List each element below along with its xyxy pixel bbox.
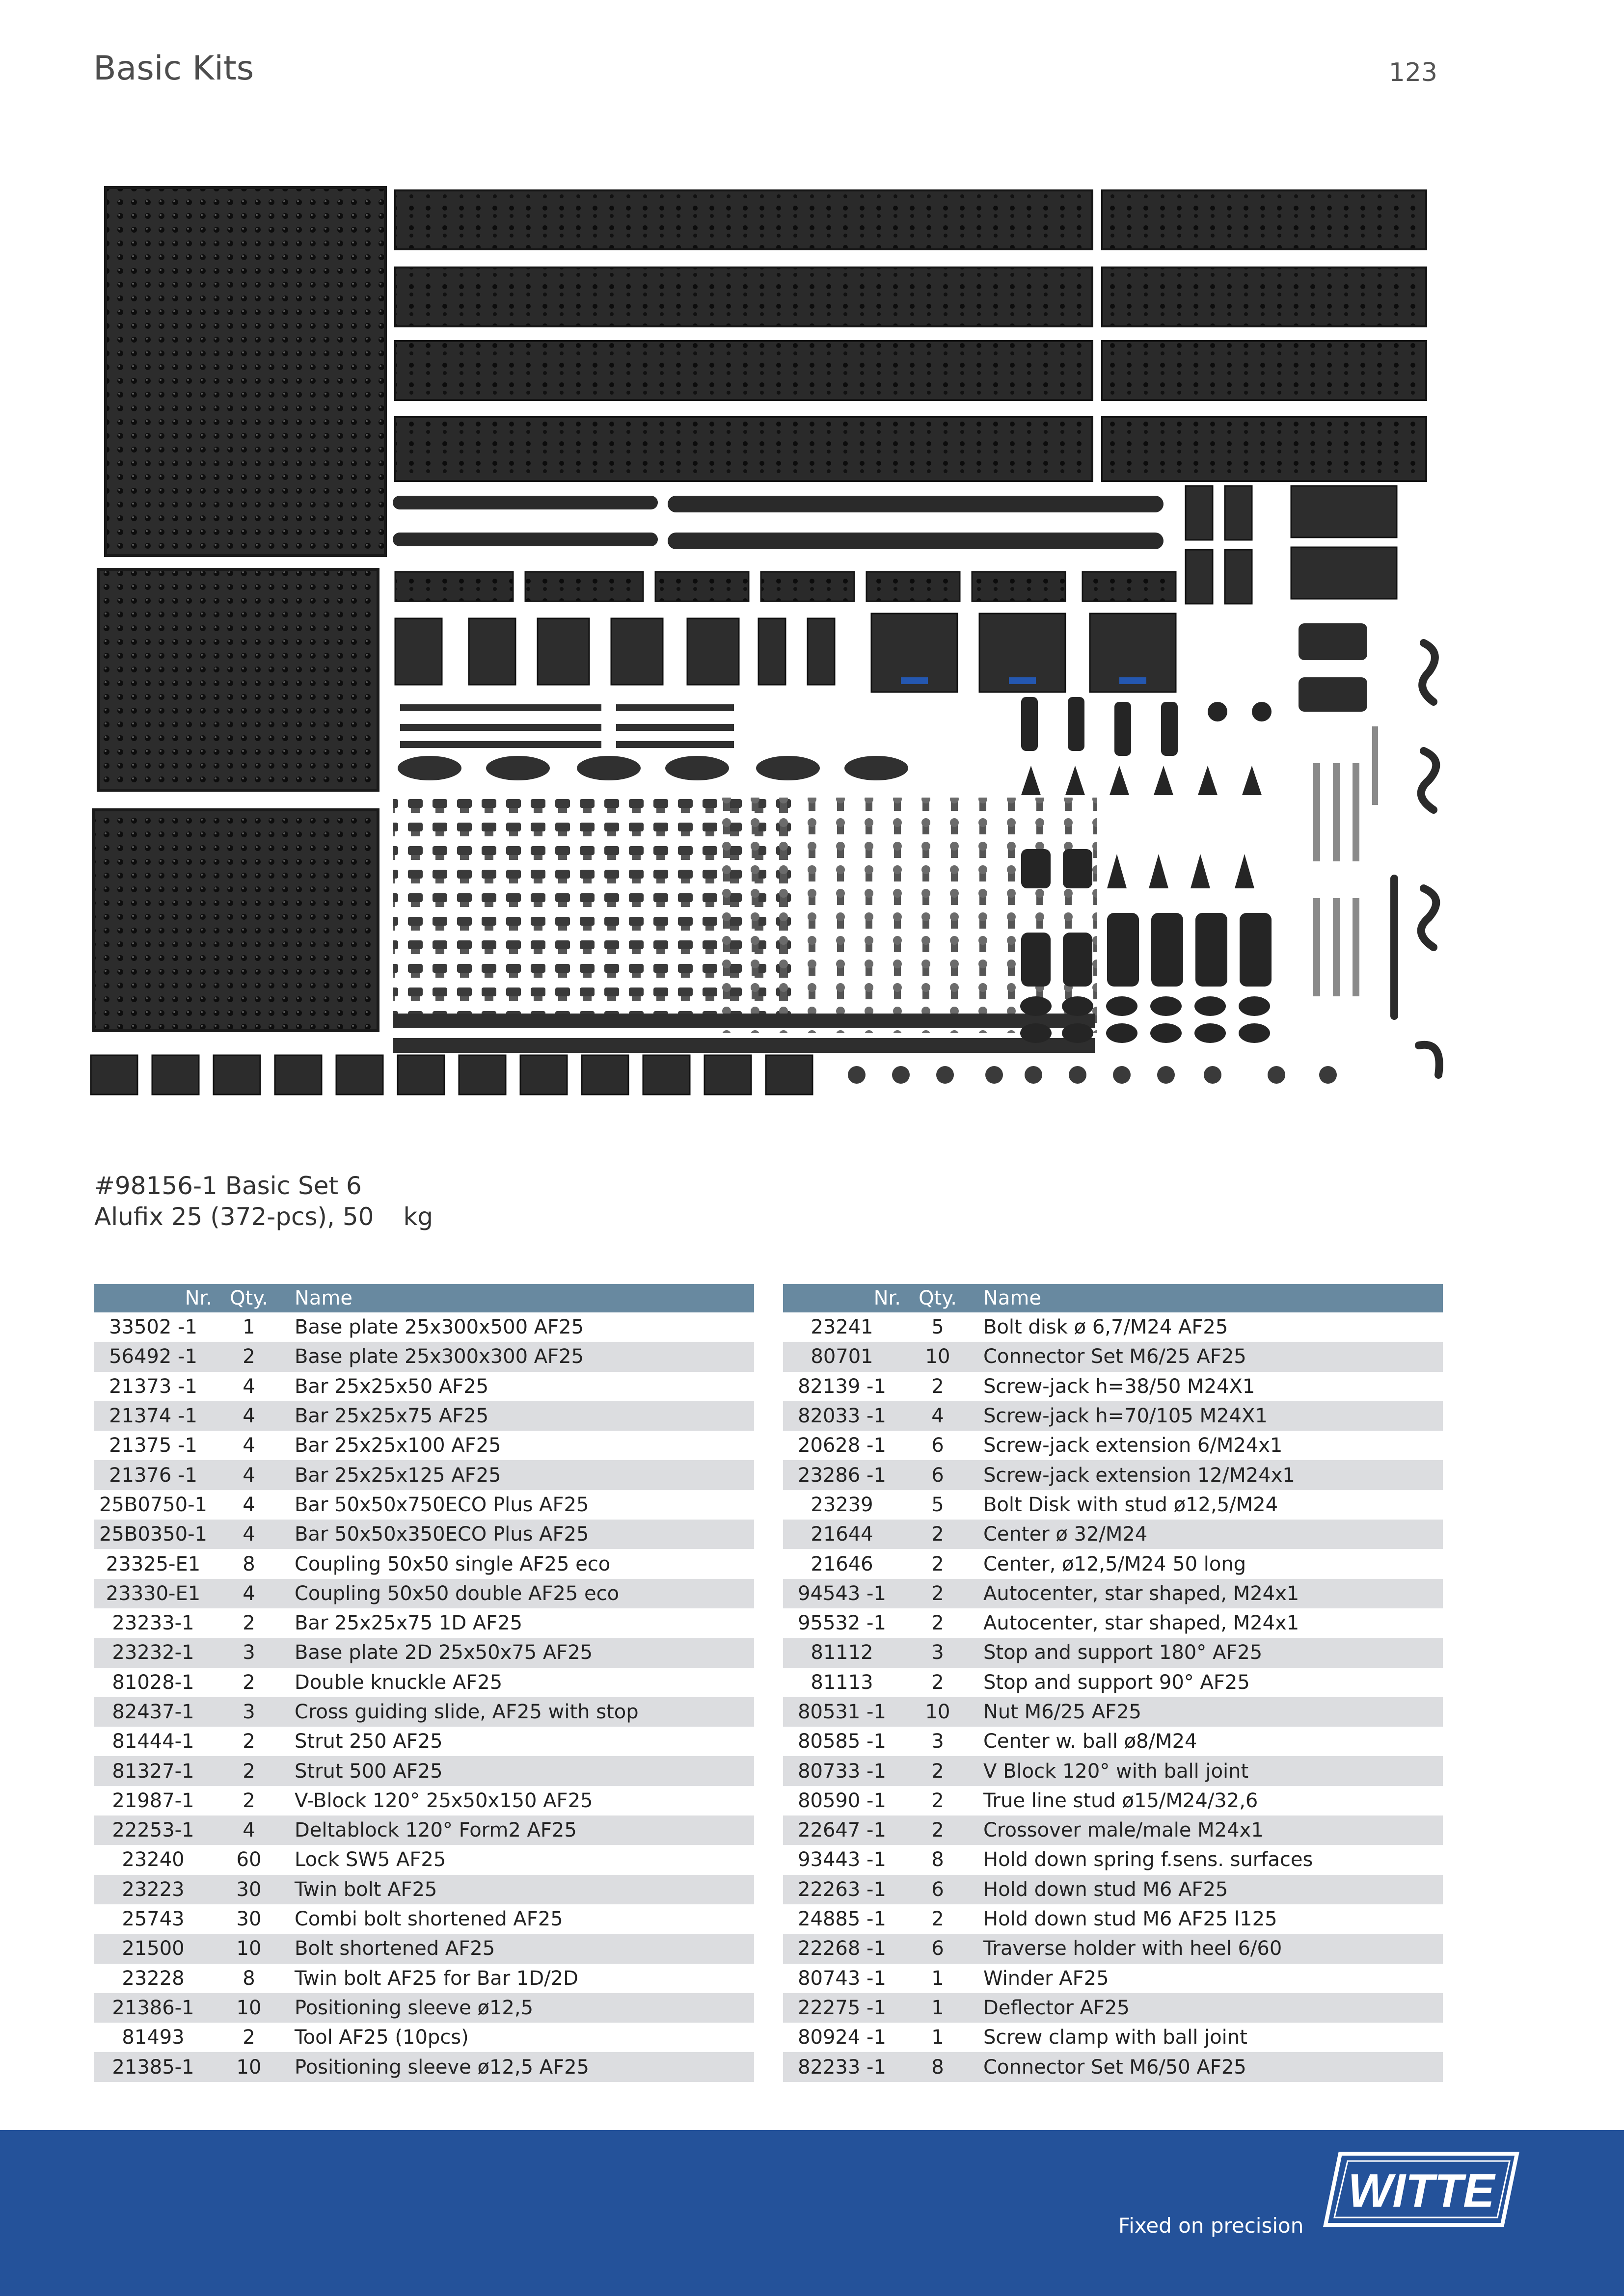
part-number-cell: 21646 xyxy=(811,1552,873,1575)
part-name-cell: Traverse holder with heel 6/60 xyxy=(974,1934,1443,1963)
part-name-cell: Screw-jack h=38/50 M24X1 xyxy=(983,1375,1255,1398)
part-name-cell: Coupling 50x50 single AF25 eco xyxy=(295,1552,611,1575)
quantity-cell: 3 xyxy=(931,1730,944,1753)
quantity-cell: 6 xyxy=(931,1434,944,1457)
quantity-cell: 10 xyxy=(901,1342,974,1371)
table-row xyxy=(783,1845,1443,1874)
quantity-cell: 4 xyxy=(243,1493,255,1516)
footer-slogan: Fixed on precision xyxy=(1118,2214,1304,2238)
part-number-cell: 81113 xyxy=(811,1671,873,1694)
quantity-cell: 2 xyxy=(931,1789,944,1812)
quantity-cell: 10 xyxy=(212,2052,286,2082)
table-row xyxy=(94,1312,754,1342)
part-number-cell: 21374 -1 xyxy=(94,1401,212,1431)
quantity-cell: 3 xyxy=(212,1638,286,1667)
part-name-cell: Twin bolt AF25 xyxy=(286,1875,754,1904)
quantity-cell: 1 xyxy=(931,2026,944,2049)
table-row xyxy=(94,1520,754,1549)
quantity-cell: 2 xyxy=(901,1756,974,1786)
part-number-cell: 23232-1 xyxy=(94,1638,212,1667)
table-row xyxy=(94,1993,754,2023)
quantity-cell: 2 xyxy=(901,1520,974,1549)
part-number-cell: 21644 xyxy=(783,1520,901,1549)
page-title: Basic Kits xyxy=(93,49,254,88)
part-name-cell: Lock SW5 AF25 xyxy=(295,1848,446,1871)
kit-caption-title: #98156-1 Basic Set 6 xyxy=(94,1172,362,1200)
part-number-cell: 22263 -1 xyxy=(783,1875,901,1904)
part-number-cell: 21385-1 xyxy=(94,2052,212,2082)
table-row xyxy=(94,1460,754,1490)
part-number-cell: 81327-1 xyxy=(94,1756,212,1786)
kit-caption xyxy=(94,1171,433,1232)
quantity-cell: 6 xyxy=(901,1875,974,1904)
quantity-cell: 30 xyxy=(236,1908,262,1931)
part-name-cell: Center, ø12,5/M24 50 long xyxy=(983,1552,1246,1575)
part-number-cell: 23223 xyxy=(94,1875,212,1904)
quantity-cell: 4 xyxy=(212,1815,286,1845)
table-row xyxy=(94,1431,754,1460)
part-number-cell: 20628 -1 xyxy=(798,1434,886,1457)
part-name-cell: Bar 25x25x75 1D AF25 xyxy=(295,1612,523,1635)
part-name-cell: Screw clamp with ball joint xyxy=(983,2026,1247,2049)
part-number-cell: 25743 xyxy=(122,1908,185,1931)
quantity-cell: 2 xyxy=(243,1671,255,1694)
column-header-qty: Qty. xyxy=(901,1284,974,1312)
part-name-cell: Bar 25x25x100 AF25 xyxy=(295,1434,501,1457)
part-name-cell: True line stud ø15/M24/32,6 xyxy=(983,1789,1258,1812)
part-name-cell: Positioning sleeve ø12,5 xyxy=(286,1993,754,2023)
part-name-cell: Strut 250 AF25 xyxy=(295,1730,443,1753)
part-number-cell: 93443 -1 xyxy=(798,1848,886,1871)
part-name-cell: Bolt shortened AF25 xyxy=(286,1934,754,1963)
table-row xyxy=(94,1904,754,1934)
table-row xyxy=(783,1697,1443,1727)
part-number-cell: 21987-1 xyxy=(112,1789,194,1812)
part-name-cell: Double knuckle AF25 xyxy=(295,1671,503,1694)
table-row xyxy=(783,1372,1443,1401)
quantity-cell: 4 xyxy=(212,1401,286,1431)
quantity-cell: 30 xyxy=(212,1875,286,1904)
part-number-cell: 23233-1 xyxy=(112,1612,194,1635)
part-number-cell: 80733 -1 xyxy=(783,1756,901,1786)
quantity-cell: 2 xyxy=(931,1375,944,1398)
part-number-cell: 81493 xyxy=(122,2026,185,2049)
part-number-cell: 81112 xyxy=(783,1638,901,1667)
part-name-cell: Connector Set M6/25 AF25 xyxy=(974,1342,1443,1371)
table-row xyxy=(783,1312,1443,1342)
part-name-cell: V-Block 120° 25x50x150 AF25 xyxy=(295,1789,593,1812)
part-name-cell: Tool AF25 (10pcs) xyxy=(295,2026,469,2049)
part-name-cell: Autocenter, star shaped, M24x1 xyxy=(983,1612,1299,1635)
table-row xyxy=(94,1608,754,1638)
table-row xyxy=(94,1549,754,1578)
part-name-cell: V Block 120° with ball joint xyxy=(974,1756,1443,1786)
table-row xyxy=(783,1342,1443,1371)
quantity-cell: 2 xyxy=(931,1908,944,1931)
quantity-cell: 10 xyxy=(212,1934,286,1963)
part-number-cell: 82437-1 xyxy=(94,1697,212,1727)
table-row xyxy=(94,1697,754,1727)
part-number-cell: 24885 -1 xyxy=(798,1908,886,1931)
part-name-cell: Hold down stud M6 AF25 l125 xyxy=(983,1908,1277,1931)
table-row xyxy=(783,1786,1443,1815)
part-name-cell: Stop and support 180° AF25 xyxy=(974,1638,1443,1667)
table-row xyxy=(94,1638,754,1667)
column-header-nr: Nr. xyxy=(94,1284,212,1312)
part-number-cell: 22647 -1 xyxy=(783,1815,901,1845)
table-row xyxy=(94,1845,754,1874)
quantity-cell: 5 xyxy=(931,1493,944,1516)
part-number-cell: 23240 xyxy=(122,1848,185,1871)
part-number-cell: 21373 -1 xyxy=(109,1375,197,1398)
table-row xyxy=(94,1579,754,1608)
table-row xyxy=(94,1964,754,1993)
table-row xyxy=(94,1401,754,1431)
part-name-cell: Coupling 50x50 double AF25 eco xyxy=(286,1579,754,1608)
quantity-cell: 4 xyxy=(212,1579,286,1608)
part-number-cell: 80531 -1 xyxy=(783,1697,901,1727)
part-number-cell: 81444-1 xyxy=(112,1730,194,1753)
part-number-cell: 80701 xyxy=(783,1342,901,1371)
quantity-cell: 2 xyxy=(212,1756,286,1786)
table-row xyxy=(94,1786,754,1815)
quantity-cell: 2 xyxy=(243,1612,255,1635)
part-name-cell: Screw-jack extension 6/M24x1 xyxy=(983,1434,1283,1457)
part-name-cell: Bar 25x25x75 AF25 xyxy=(286,1401,754,1431)
part-number-cell: 25B0350-1 xyxy=(94,1520,212,1549)
page-number: 123 xyxy=(1388,58,1437,87)
part-name-cell: Bolt Disk with stud ø12,5/M24 xyxy=(983,1493,1278,1516)
part-number-cell: 21376 -1 xyxy=(94,1460,212,1490)
part-number-cell: 80590 -1 xyxy=(798,1789,886,1812)
quantity-cell: 2 xyxy=(212,1342,286,1371)
table-row xyxy=(783,1993,1443,2023)
table-row xyxy=(94,1372,754,1401)
part-number-cell: 23286 -1 xyxy=(783,1460,901,1490)
part-name-cell: Bolt disk ø 6,7/M24 AF25 xyxy=(983,1316,1228,1339)
quantity-cell: 6 xyxy=(901,1460,974,1490)
column-header-nr: Nr. xyxy=(783,1284,901,1312)
table-row xyxy=(783,1520,1443,1549)
quantity-cell: 2 xyxy=(931,1671,944,1694)
quantity-cell: 2 xyxy=(901,1815,974,1845)
part-number-cell: 95532 -1 xyxy=(798,1612,886,1635)
part-name-cell: Center ø 32/M24 xyxy=(974,1520,1443,1549)
part-number-cell: 21500 xyxy=(94,1934,212,1963)
part-number-cell: 82139 -1 xyxy=(798,1375,886,1398)
table-row xyxy=(783,1490,1443,1520)
table-row xyxy=(94,1342,754,1371)
kit-caption-weight: Alufix 25 (372-pcs), 50 xyxy=(94,1202,374,1231)
table-row xyxy=(94,1727,754,1756)
part-name-cell: Base plate 25x300x500 AF25 xyxy=(295,1316,584,1339)
table-row xyxy=(783,1638,1443,1667)
table-row xyxy=(783,1608,1443,1638)
quantity-cell: 2 xyxy=(931,1552,944,1575)
part-number-cell: 22253-1 xyxy=(94,1815,212,1845)
table-row xyxy=(94,1668,754,1697)
table-row xyxy=(783,2023,1443,2052)
table-row xyxy=(783,1727,1443,1756)
part-name-cell: Bar 25x25x50 AF25 xyxy=(295,1375,489,1398)
parts-table-left xyxy=(94,1284,754,2082)
quantity-cell: 1 xyxy=(901,1993,974,2023)
quantity-cell: 4 xyxy=(243,1375,255,1398)
part-number-cell: 21375 -1 xyxy=(109,1434,197,1457)
part-name-cell: Positioning sleeve ø12,5 AF25 xyxy=(286,2052,754,2082)
part-name-cell: Cross guiding slide, AF25 with stop xyxy=(286,1697,754,1727)
quantity-cell: 60 xyxy=(236,1848,262,1871)
part-name-cell: Bar 25x25x125 AF25 xyxy=(286,1460,754,1490)
witte-logo xyxy=(1321,2149,1522,2230)
table-row xyxy=(783,1668,1443,1697)
part-number-cell: 80743 -1 xyxy=(798,1967,886,1990)
part-number-cell: 56492 -1 xyxy=(94,1342,212,1371)
quantity-cell: 4 xyxy=(212,1520,286,1549)
part-number-cell: 25B0750-1 xyxy=(99,1493,208,1516)
table-row xyxy=(783,1756,1443,1786)
part-number-cell: 80585 -1 xyxy=(798,1730,886,1753)
quantity-cell: 8 xyxy=(931,1848,944,1871)
part-name-cell: Crossover male/male M24x1 xyxy=(974,1815,1443,1845)
part-name-cell: Center w. ball ø8/M24 xyxy=(983,1730,1197,1753)
quantity-cell: 6 xyxy=(901,1934,974,1963)
quantity-cell: 3 xyxy=(212,1697,286,1727)
part-name-cell: Nut M6/25 AF25 xyxy=(974,1697,1443,1727)
quantity-cell: 5 xyxy=(931,1316,944,1339)
part-number-cell: 23330-E1 xyxy=(94,1579,212,1608)
part-number-cell: 23239 xyxy=(811,1493,873,1516)
part-name-cell: Combi bolt shortened AF25 xyxy=(295,1908,563,1931)
column-header-name: Name xyxy=(974,1284,1443,1312)
table-row xyxy=(783,1875,1443,1904)
table-header-row xyxy=(783,1284,1443,1312)
part-number-cell: 22268 -1 xyxy=(783,1934,901,1963)
table-row xyxy=(783,1934,1443,1963)
part-name-cell: Twin bolt AF25 for Bar 1D/2D xyxy=(295,1967,578,1990)
part-number-cell: 33502 -1 xyxy=(109,1316,197,1339)
quantity-cell: 2 xyxy=(243,1730,255,1753)
part-number-cell: 82033 -1 xyxy=(783,1401,901,1431)
part-number-cell: 82233 -1 xyxy=(783,2052,901,2082)
quantity-cell: 4 xyxy=(212,1460,286,1490)
quantity-cell: 2 xyxy=(931,1612,944,1635)
table-row xyxy=(783,1431,1443,1460)
table-row xyxy=(94,1934,754,1963)
part-name-cell: Bar 50x50x750ECO Plus AF25 xyxy=(295,1493,589,1516)
table-row xyxy=(783,1460,1443,1490)
quantity-cell: 4 xyxy=(243,1434,255,1457)
kit-caption-unit: kg xyxy=(403,1202,433,1231)
witte-logo-text: WITTE xyxy=(1348,2164,1495,2217)
part-name-cell: Stop and support 90° AF25 xyxy=(983,1671,1250,1694)
quantity-cell: 2 xyxy=(243,1789,255,1812)
table-row xyxy=(783,1579,1443,1608)
part-number-cell: 23241 xyxy=(811,1316,873,1339)
table-row xyxy=(94,1490,754,1520)
part-number-cell: 22275 -1 xyxy=(783,1993,901,2023)
part-number-cell: 21386-1 xyxy=(94,1993,212,2023)
part-name-cell: Base plate 2D 25x50x75 AF25 xyxy=(286,1638,754,1667)
part-number-cell: 81028-1 xyxy=(112,1671,194,1694)
quantity-cell: 1 xyxy=(243,1316,255,1339)
part-name-cell: Winder AF25 xyxy=(983,1967,1109,1990)
part-name-cell: Bar 50x50x350ECO Plus AF25 xyxy=(286,1520,754,1549)
part-name-cell: Screw-jack h=70/105 M24X1 xyxy=(974,1401,1443,1431)
part-name-cell: Hold down spring f.sens. surfaces xyxy=(983,1848,1313,1871)
quantity-cell: 1 xyxy=(931,1967,944,1990)
table-row xyxy=(783,1815,1443,1845)
table-row xyxy=(783,2052,1443,2082)
table-row xyxy=(94,1815,754,1845)
parts-table-right xyxy=(783,1284,1443,2082)
column-header-name: Name xyxy=(286,1284,754,1312)
part-name-cell: Base plate 25x300x300 AF25 xyxy=(286,1342,754,1371)
part-name-cell: Deflector AF25 xyxy=(974,1993,1443,2023)
kit-product-photo xyxy=(86,182,1475,1129)
part-name-cell: Screw-jack extension 12/M24x1 xyxy=(974,1460,1443,1490)
part-name-cell: Deltablock 120° Form2 AF25 xyxy=(286,1815,754,1845)
part-name-cell: Autocenter, star shaped, M24x1 xyxy=(974,1579,1443,1608)
quantity-cell: 2 xyxy=(901,1579,974,1608)
quantity-cell: 2 xyxy=(243,2026,255,2049)
part-number-cell: 80924 -1 xyxy=(798,2026,886,2049)
part-number-cell: 23325-E1 xyxy=(106,1552,201,1575)
table-row xyxy=(783,1401,1443,1431)
quantity-cell: 10 xyxy=(212,1993,286,2023)
part-name-cell: Strut 500 AF25 xyxy=(286,1756,754,1786)
part-name-cell: Hold down stud M6 AF25 xyxy=(974,1875,1443,1904)
part-name-cell: Connector Set M6/50 AF25 xyxy=(974,2052,1443,2082)
part-number-cell: 94543 -1 xyxy=(783,1579,901,1608)
part-number-cell: 23228 xyxy=(122,1967,185,1990)
table-row xyxy=(94,2023,754,2052)
kit-caption-subtitle xyxy=(94,1201,433,1232)
table-row xyxy=(783,1964,1443,1993)
quantity-cell: 8 xyxy=(901,2052,974,2082)
table-row xyxy=(783,1904,1443,1934)
table-row xyxy=(94,1756,754,1786)
quantity-cell: 8 xyxy=(243,1967,255,1990)
quantity-cell: 10 xyxy=(901,1697,974,1727)
table-row xyxy=(94,2052,754,2082)
quantity-cell: 3 xyxy=(901,1638,974,1667)
quantity-cell: 8 xyxy=(243,1552,255,1575)
table-row xyxy=(94,1875,754,1904)
table-header-row xyxy=(94,1284,754,1312)
quantity-cell: 4 xyxy=(901,1401,974,1431)
column-header-qty: Qty. xyxy=(212,1284,286,1312)
table-row xyxy=(783,1549,1443,1578)
